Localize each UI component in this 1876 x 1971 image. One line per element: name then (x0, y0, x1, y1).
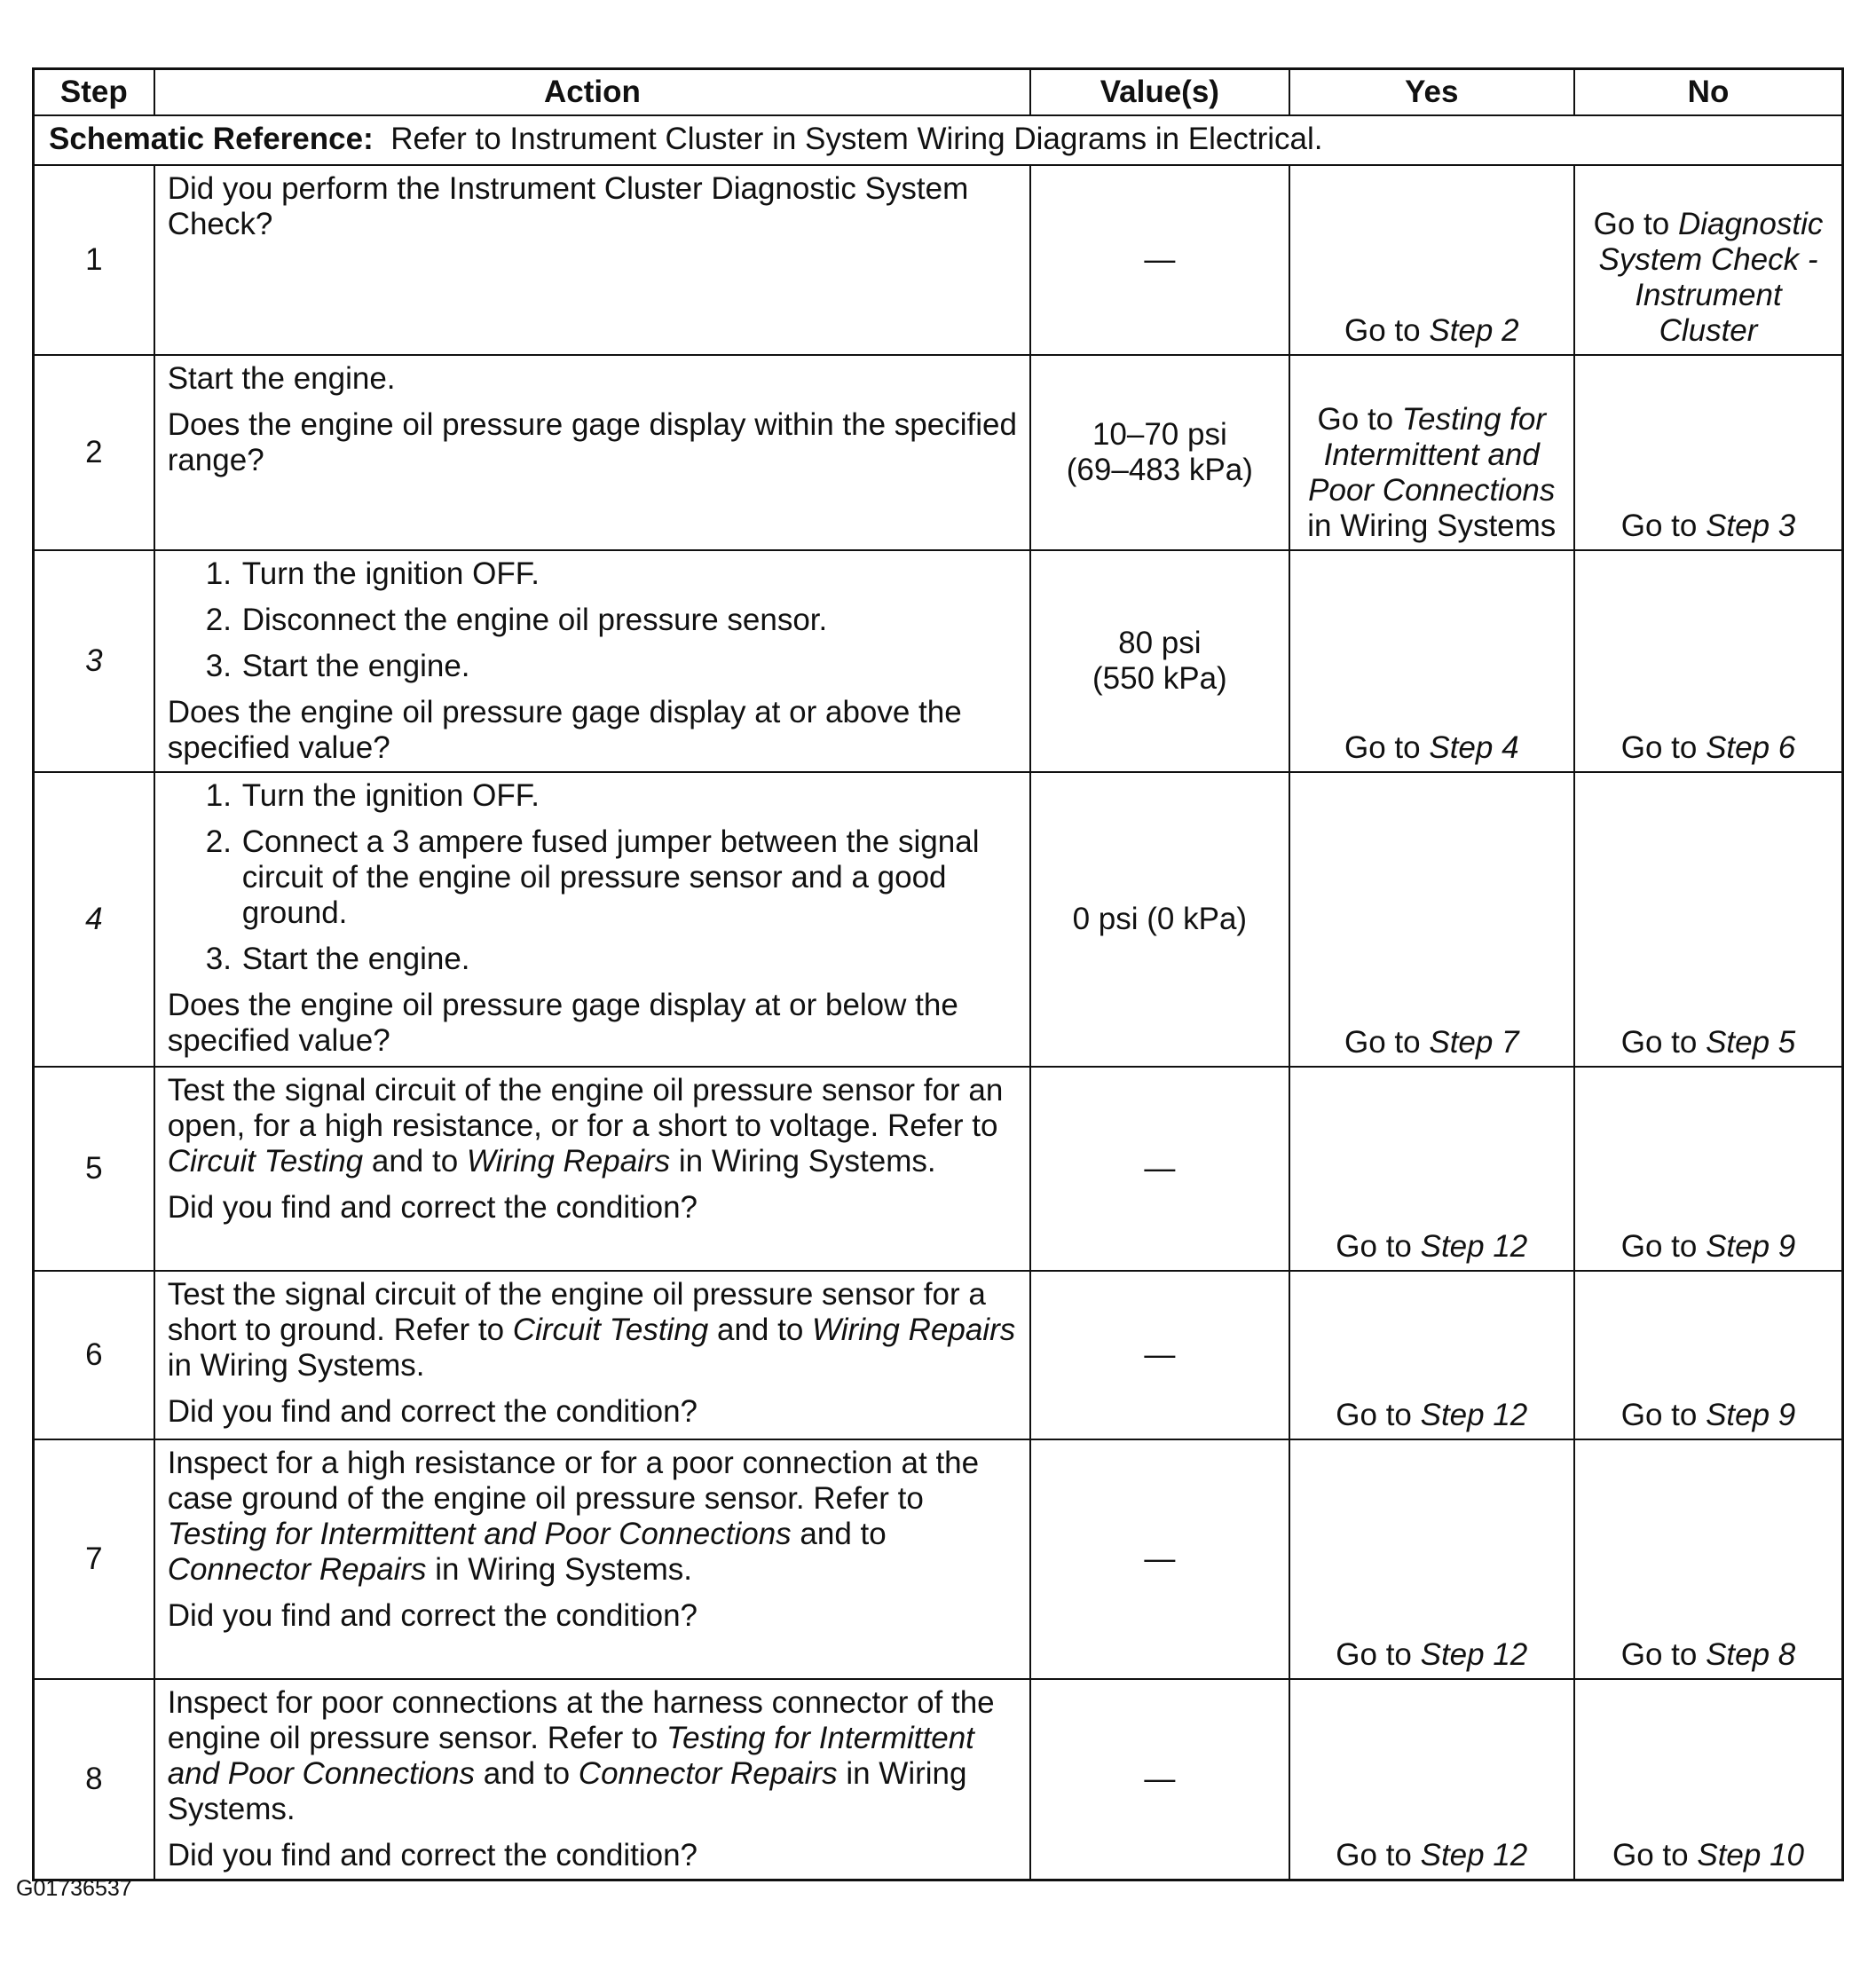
header-no: No (1574, 69, 1842, 116)
yes-cell (1289, 772, 1574, 1067)
table-row (34, 165, 1843, 355)
action-steps-list (168, 778, 1017, 977)
table-row (34, 772, 1843, 1067)
action-text: Did you find and correct the condition? (167, 1190, 698, 1225)
action-text: and to (363, 1144, 467, 1179)
value-text: 10–70 psi (69–483 kPa) (1066, 417, 1253, 487)
no-ref: Step 9 (1706, 1229, 1796, 1264)
header-yes: Yes (1289, 69, 1574, 116)
yes-text: in Wiring Systems (1307, 509, 1557, 543)
table-row (34, 1679, 1843, 1880)
action-text: Does the engine oil pressure gage display at or above the specified value? (167, 695, 962, 765)
step-number: 6 (34, 1271, 154, 1439)
yes-ref: Step 12 (1420, 1398, 1528, 1432)
yes-text: Go to (1336, 1637, 1421, 1672)
action-text: Did you find and correct the condition? (167, 1598, 698, 1633)
action-paragraph (168, 1838, 1017, 1873)
value-cell (1030, 772, 1289, 1067)
action-paragraph (168, 1277, 1017, 1384)
action-ref: Connector Repairs (167, 1552, 427, 1587)
no-cell (1574, 1067, 1842, 1271)
action-text: in Wiring Systems. (167, 1756, 967, 1826)
no-ref: Step 3 (1706, 509, 1796, 543)
no-text: Go to (1620, 509, 1707, 543)
yes-cell (1289, 165, 1574, 355)
step-number: 2 (34, 355, 154, 550)
action-ref: Testing for Intermittent and Poor Connections (167, 1721, 974, 1791)
action-cell (154, 1271, 1030, 1439)
value-text: — (1144, 1337, 1176, 1372)
no-ref: Step 9 (1706, 1398, 1796, 1432)
yes-text: Go to (1344, 313, 1430, 348)
action-step-item: 2. Connect a 3 ampere fused jumper between the signal circuit of the engine oil pressure sensor and a good ground. (240, 824, 1017, 931)
action-ref: Connector Repairs (578, 1756, 838, 1791)
table-row (34, 1067, 1843, 1271)
action-paragraph (168, 1446, 1017, 1588)
no-text: Go to (1620, 1025, 1707, 1060)
value-cell (1030, 355, 1289, 550)
yes-cell (1289, 1067, 1574, 1271)
header-action: Action (154, 69, 1030, 116)
action-ref: Testing for Intermittent and Poor Connections (167, 1517, 792, 1551)
step-number: 7 (34, 1439, 154, 1679)
action-text: Inspect for a high resistance or for a poor connection at the case ground of the engine oil pressure sensor. Refer to (167, 1446, 980, 1516)
action-text: in Wiring Systems. (167, 1348, 425, 1383)
yes-cell (1289, 1271, 1574, 1439)
action-ref: Wiring Repairs (812, 1313, 1016, 1347)
schematic-row (34, 115, 1843, 165)
value-cell (1030, 1067, 1289, 1271)
value-text: — (1144, 242, 1176, 277)
table-row (34, 550, 1843, 772)
action-step-item: 2. Disconnect the engine oil pressure sensor. (240, 603, 1017, 638)
value-cell (1030, 1679, 1289, 1880)
yes-text: Go to (1344, 1025, 1430, 1060)
no-cell (1574, 165, 1842, 355)
action-step-item: 1. Turn the ignition OFF. (240, 778, 1017, 814)
yes-text: Go to (1317, 402, 1402, 437)
action-text: and to (475, 1756, 579, 1791)
no-text: Go to (1612, 1838, 1698, 1872)
yes-ref: Testing for Intermittent and Poor Connections (1308, 402, 1556, 508)
step-number: 1 (34, 165, 154, 355)
value-text: — (1144, 1541, 1176, 1576)
value-text: 0 psi (0 kPa) (1072, 902, 1248, 936)
value-cell (1030, 550, 1289, 772)
schematic-text: Refer to Instrument Cluster in System Wiring Diagrams in Electrical. (390, 122, 1323, 156)
table-row (34, 1439, 1843, 1679)
no-text: Go to (1620, 1398, 1707, 1432)
step-number: 3 (34, 550, 154, 772)
yes-ref: Step 4 (1429, 730, 1519, 765)
header-values: Value(s) (1030, 69, 1289, 116)
no-ref: Step 8 (1706, 1637, 1796, 1672)
yes-ref: Step 12 (1420, 1838, 1528, 1872)
diagnostic-table (32, 67, 1844, 1881)
action-step-item: 1. Turn the ignition OFF. (240, 556, 1017, 592)
action-cell (154, 550, 1030, 772)
action-text: Does the engine oil pressure gage display at or below the specified value? (167, 988, 958, 1058)
action-paragraph (168, 1598, 1017, 1634)
table-row (34, 355, 1843, 550)
yes-ref: Step 7 (1429, 1025, 1519, 1060)
action-paragraph (168, 988, 1017, 1059)
yes-text: Go to (1344, 730, 1430, 765)
action-text: and to (791, 1517, 887, 1551)
yes-cell (1289, 550, 1574, 772)
action-text: Does the engine oil pressure gage display within the specified range? (167, 407, 1017, 477)
no-ref: Step 5 (1706, 1025, 1796, 1060)
action-step-item: 3. Start the engine. (240, 942, 1017, 977)
schematic-label: Schematic Reference: (49, 122, 374, 156)
no-cell (1574, 1271, 1842, 1439)
header-row (34, 69, 1843, 116)
yes-text: Go to (1336, 1398, 1421, 1432)
action-paragraph (168, 1394, 1017, 1430)
no-cell (1574, 550, 1842, 772)
no-text: Go to (1593, 207, 1678, 241)
action-text: Test the signal circuit of the engine oil pressure sensor for an open, for a high resistance, or for a short to voltage. Refer to (167, 1073, 1004, 1143)
action-text: Did you find and correct the condition? (167, 1838, 698, 1872)
no-cell (1574, 1679, 1842, 1880)
schematic-reference (34, 115, 1843, 165)
action-paragraph (168, 1190, 1017, 1226)
figure-code: G01736537 (16, 1876, 132, 1901)
header-step: Step (34, 69, 154, 116)
no-text: Go to (1620, 1637, 1707, 1672)
action-text: Test the signal circuit of the engine oil pressure sensor for a short to ground. Refer to (167, 1277, 986, 1347)
table-row (34, 1271, 1843, 1439)
no-ref: Step 10 (1697, 1838, 1804, 1872)
action-paragraph (168, 361, 1017, 397)
value-cell (1030, 165, 1289, 355)
yes-cell (1289, 355, 1574, 550)
action-paragraph (168, 1685, 1017, 1827)
action-ref: Circuit Testing (167, 1144, 364, 1179)
action-paragraph (168, 171, 1017, 242)
yes-ref: Step 12 (1420, 1229, 1528, 1264)
action-paragraph (168, 407, 1017, 478)
no-ref: Step 6 (1706, 730, 1796, 765)
step-number: 5 (34, 1067, 154, 1271)
value-text: — (1144, 1762, 1176, 1796)
action-ref: Wiring Repairs (466, 1144, 671, 1179)
action-cell (154, 165, 1030, 355)
yes-ref: Step 2 (1429, 313, 1519, 348)
value-text: — (1144, 1151, 1176, 1186)
action-paragraph (168, 1073, 1017, 1179)
no-text: Go to (1620, 1229, 1707, 1264)
value-cell (1030, 1271, 1289, 1439)
no-cell (1574, 772, 1842, 1067)
action-text: Did you perform the Instrument Cluster Diagnostic System Check? (167, 171, 969, 241)
action-text: in Wiring Systems. (426, 1552, 692, 1587)
no-ref: Diagnostic System Check - Instrument Cluster (1598, 207, 1824, 348)
action-text: Inspect for poor connections at the harness connector of the engine oil pressure sensor. Refer to (167, 1685, 995, 1755)
action-cell (154, 1439, 1030, 1679)
action-cell (154, 1067, 1030, 1271)
action-text: and to (708, 1313, 813, 1347)
step-number: 8 (34, 1679, 154, 1880)
step-number: 4 (34, 772, 154, 1067)
action-text: Did you find and correct the condition? (167, 1394, 698, 1429)
yes-cell (1289, 1439, 1574, 1679)
action-text: Start the engine. (167, 361, 396, 396)
value-cell (1030, 1439, 1289, 1679)
value-text: 80 psi (550 kPa) (1092, 626, 1227, 696)
action-cell (154, 1679, 1030, 1880)
action-cell (154, 772, 1030, 1067)
action-steps-list (168, 556, 1017, 684)
yes-text: Go to (1336, 1229, 1421, 1264)
yes-cell (1289, 1679, 1574, 1880)
yes-text: Go to (1336, 1838, 1421, 1872)
action-text: in Wiring Systems. (670, 1144, 936, 1179)
action-paragraph (168, 695, 1017, 766)
action-ref: Circuit Testing (512, 1313, 709, 1347)
no-cell (1574, 355, 1842, 550)
no-cell (1574, 1439, 1842, 1679)
table-body (34, 115, 1843, 1880)
no-text: Go to (1620, 730, 1707, 765)
action-step-item: 3. Start the engine. (240, 649, 1017, 684)
yes-ref: Step 12 (1420, 1637, 1528, 1672)
action-cell (154, 355, 1030, 550)
